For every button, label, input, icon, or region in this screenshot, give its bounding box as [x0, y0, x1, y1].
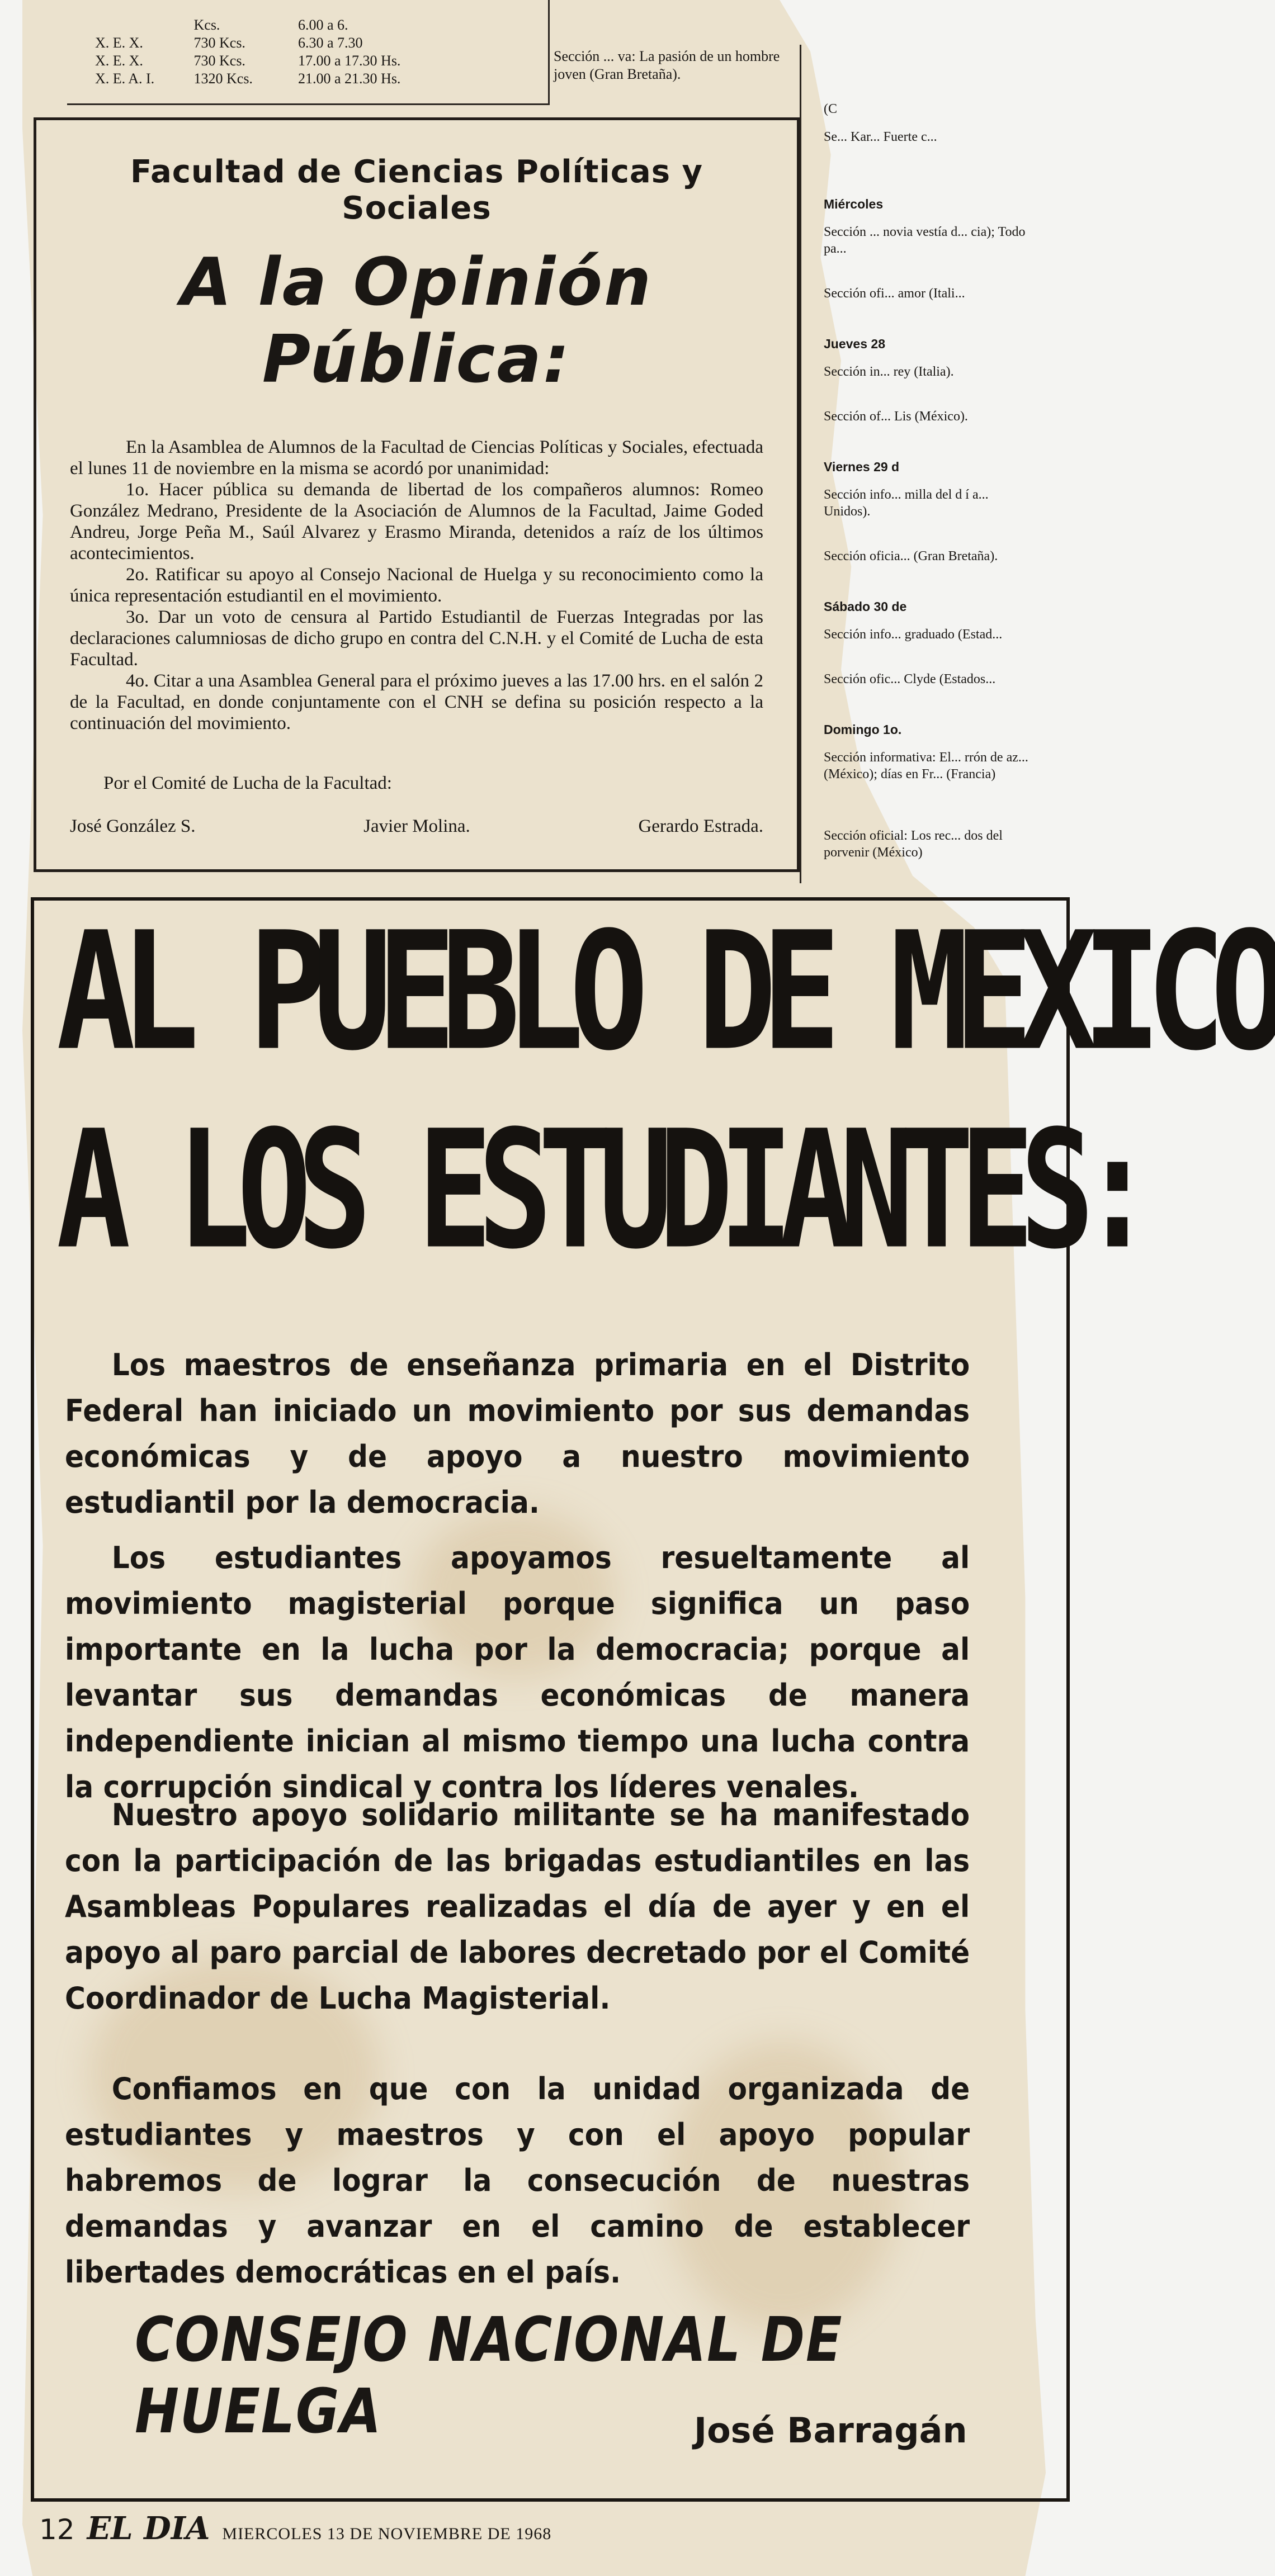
time-label: 6.00 a 6. [298, 17, 348, 33]
schedule-entry: Sección info... milla del d í a... Unidos). [824, 487, 989, 519]
schedule-day: Miércoles [824, 197, 884, 211]
signer-name: José González S. [70, 816, 196, 836]
program-row [95, 17, 348, 34]
signer-name: Gerardo Estrada. [638, 816, 763, 836]
schedule-entry: Sección ofi... amor (Itali... [824, 286, 965, 301]
station-label: X. E. X. [95, 35, 143, 51]
time-label: 21.00 a 21.30 Hs. [298, 70, 401, 87]
schedule-entry: Sección oficia... (Gran Bretaña). [824, 549, 998, 564]
frequency-label: Kcs. [193, 17, 220, 33]
faculty-notice-box [34, 117, 800, 872]
station-label: X. E. X. [95, 53, 143, 69]
schedule-entry: Sección info... graduado (Estad... [824, 627, 1003, 642]
time-label: 6.30 a 7.30 [298, 35, 363, 51]
faculty-heading: Facultad de Ciencias Políticas y Sociales [130, 154, 703, 226]
body-paragraph: Los estudiantes apoyamos resueltamente al movimiento magisterial porque significa un paso importante en la lucha por la democracia; porque al levantar sus demandas económicas de manera independiente inician al mismo tiempo una lucha contra la corrupción sindical y contra los líderes venales. [65, 1540, 970, 1805]
schedule-entry: Se... Kar... Fuerte c... [824, 130, 937, 144]
signer-name: Javier Molina. [363, 816, 470, 836]
body-paragraph: Nuestro apoyo solidario militante se ha manifestado con la participación de las brigadas estudiantiles en las Asambleas Populares realizadas el día de ayer y en el apoyo al paro parcial de labores decretado por el Comité Coordinador de Lucha Magisterial. [65, 1797, 970, 2016]
main-notice-box [31, 896, 1275, 2502]
newspaper-masthead: EL DIA [87, 2510, 210, 2547]
page-footer [39, 2510, 654, 2547]
frequency-label: 1320 Kcs. [193, 70, 253, 87]
signer-name: José Barragán [694, 2410, 967, 2451]
signers-row [70, 816, 763, 837]
notice-point: 3o. Dar un voto de censura al Partido Estudiantil de Fuerzas Integradas por las declaraciones calumniosas de dicho grupo en contra del C.N.H. y el Comité de Lucha de esta Facultad. [70, 607, 763, 670]
schedule-entry: Sección in... rey (Italia). [824, 364, 954, 379]
schedule-entry: Sección of... Lis (México). [824, 409, 968, 424]
schedule-entry: Sección informativa: El... rrón de az... (México); días en Fr... (Francia) [824, 750, 1028, 782]
headline-line-1: AL PUEBLO DE MEXICO [56, 896, 1275, 1087]
schedule-day: Viernes 29 d [824, 460, 900, 474]
station-label: X. E. A. I. [95, 70, 155, 87]
body-paragraph: Confiamos en que con la unidad organizada de estudiantes y maestros y con el apoyo popular habremos de lograr la consecución de nuestras demandas y avanzar en el camino de establecer libertades democráticas en el país. [65, 2071, 970, 2290]
schedule-entry: Sección ... novia vestía d... cia); Todo pa... [824, 225, 1026, 256]
schedule-entry: (C [824, 102, 837, 116]
notice-intro: En la Asamblea de Alumnos de la Facultad de Ciencias Políticas y Sociales, efectuada el lunes 11 de noviembre en la misma se acordó por unanimidad: [70, 437, 763, 479]
schedule-day: Sábado 30 de [824, 599, 907, 614]
page-number: 12 [39, 2513, 75, 2546]
headline-line-2: A LOS ESTUDIANTES: [56, 1095, 1141, 1285]
schedule-entry: Sección ofic... Clyde (Estados... [824, 672, 996, 686]
publication-date: MIERCOLES 13 DE NOVIEMBRE DE 1968 [222, 2525, 552, 2543]
program-row [95, 35, 363, 51]
council-signature: CONSEJO NACIONAL DE HUELGA [135, 2304, 843, 2447]
notice-point: 4o. Citar a una Asamblea General para el próximo jueves a las 17.00 hrs. en el salón 2 de la Facultad, en donde conjuntamente con el CNH se defina su posición respecto a la continuación del movimiento. [70, 671, 763, 733]
time-label: 17.00 a 17.30 Hs. [298, 53, 401, 69]
notice-point: 2o. Ratificar su apoyo al Consejo Nacional de Huelga y su reconocimiento como la única representación estudiantil en el movimiento. [70, 565, 763, 606]
frequency-label: 730 Kcs. [193, 53, 245, 69]
program-section-text: Sección ... va: La pasión de un hombre joven (Gran Bretaña). [554, 48, 780, 82]
notice-title: A la Opinión Pública: [180, 243, 653, 397]
body-paragraph: Los maestros de enseñanza primaria en el Distrito Federal han iniciado un movimiento por sus demandas económicas y de apoyo a nuestro movimiento estudiantil por la democracia. [65, 1347, 970, 1520]
program-row [95, 53, 400, 69]
schedule-day: Domingo 1o. [824, 722, 902, 737]
schedule-entry: Sección oficial: Los rec... dos del porvenir (México) [824, 828, 1003, 860]
schedule-column [800, 45, 1047, 883]
program-list-strip [67, 0, 550, 105]
schedule-day: Jueves 28 [824, 337, 885, 351]
frequency-label: 730 Kcs. [193, 35, 245, 51]
notice-point: 1o. Hacer pública su demanda de libertad de los compañeros alumnos: Romeo González Medrano, Presidente de la Asociación de Alumnos de la Facultad, Jaime Goded Andreu, Jorge Peña M., Saúl Alvarez y Erasmo Miranda, detenidos a raíz de los últimos acontecimientos. [70, 480, 763, 564]
committee-sign-lead: Por el Comité de Lucha de la Facultad: [103, 773, 392, 793]
program-row [95, 70, 400, 87]
